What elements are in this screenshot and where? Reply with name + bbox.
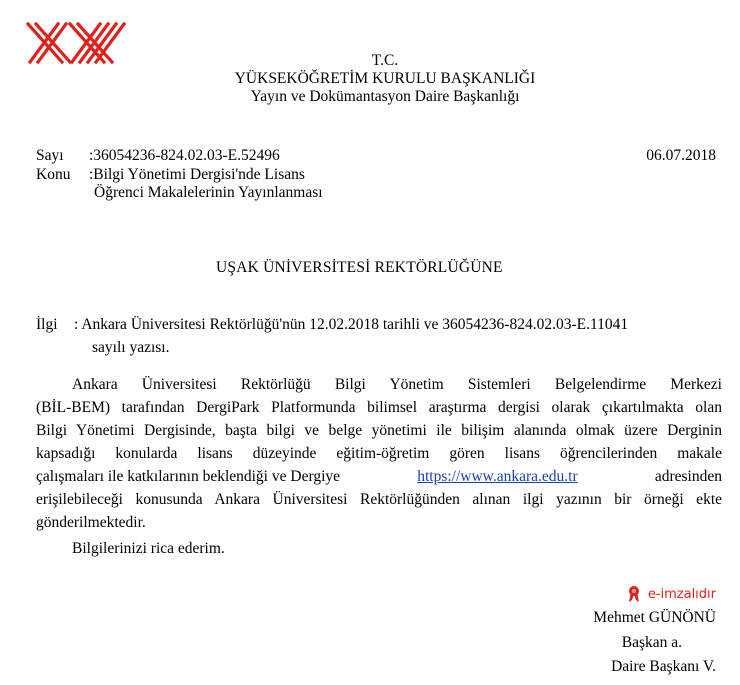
yok-logo-icon <box>22 14 132 72</box>
header-institution: YÜKSEKÖĞRETİM KURULU BAŞKANLIĞI <box>234 70 536 87</box>
sayi-label: Sayı <box>36 147 64 164</box>
e-signature-badge <box>627 585 716 603</box>
signatory-name: Mehmet GÜNÖNÜ <box>593 609 716 626</box>
body-line-5 <box>36 466 722 489</box>
body-line-6: erişilebileceği konusunda Ankara Üniversitesi Rektörlüğünden alınan ilgi yazının bir örneği ekte <box>36 491 722 508</box>
body-line-3: Bilgi Yönetimi Dergisinde, başta bilgi ve belge yönetimi ile bilişim alanında olmak üzere Derginin <box>36 422 722 439</box>
konu-label: Konu <box>36 166 71 183</box>
ilgi-line-1: : Ankara Üniversitesi Rektörlüğü'nün 12.02.2018 tarihli ve 36054236-824.02.03-E.11041 <box>74 316 629 333</box>
body-line-7: gönderilmektedir. <box>36 514 146 531</box>
body-line-5-end: adresinden <box>654 468 722 485</box>
e-signature-label: e-imzalıdır <box>647 586 716 602</box>
signatory-title-2: Daire Başkanı V. <box>611 658 716 675</box>
closing-line: Bilgilerinizi rica ederim. <box>72 540 225 557</box>
addressee: UŞAK ÜNİVERSİTESİ REKTÖRLÜĞÜNE <box>216 259 503 276</box>
signatory-title-1: Başkan a. <box>621 634 682 651</box>
ilgi-label: İlgi <box>36 316 58 333</box>
body-line-4: kapsadığı konularda lisans düzeyinde eğitim-öğretim gören lisans öğrencilerinden makale <box>36 445 722 462</box>
header-department: Yayın ve Dokümantasyon Daire Başkanlığı <box>250 88 520 105</box>
body-line-5-start: çalışmaları ile katkılarının beklendiği ve Dergiye <box>36 468 341 485</box>
body-line-2: (BİL-BEM) tarafından DergiPark Platformunda bilimsel araştırma dergisi olarak çıkartılmakta olan <box>36 399 722 416</box>
document-date: 06.07.2018 <box>646 147 716 164</box>
ribbon-badge-icon <box>627 585 641 603</box>
ankara-url-link[interactable]: https://www.ankara.edu.tr <box>417 468 578 485</box>
header-line-tc: T.C. <box>371 52 399 69</box>
body-line-1: Ankara Üniversitesi Rektörlüğü Bilgi Yönetim Sistemleri Belgelendirme Merkezi <box>72 376 722 393</box>
ilgi-line-2: sayılı yazısı. <box>92 339 170 356</box>
sayi-value: :36054236-824.02.03-E.52496 <box>89 147 280 164</box>
konu-line-2: Öğrenci Makalelerinin Yayınlanması <box>94 184 323 201</box>
konu-line-1: :Bilgi Yönetimi Dergisi'nde Lisans <box>89 166 305 183</box>
